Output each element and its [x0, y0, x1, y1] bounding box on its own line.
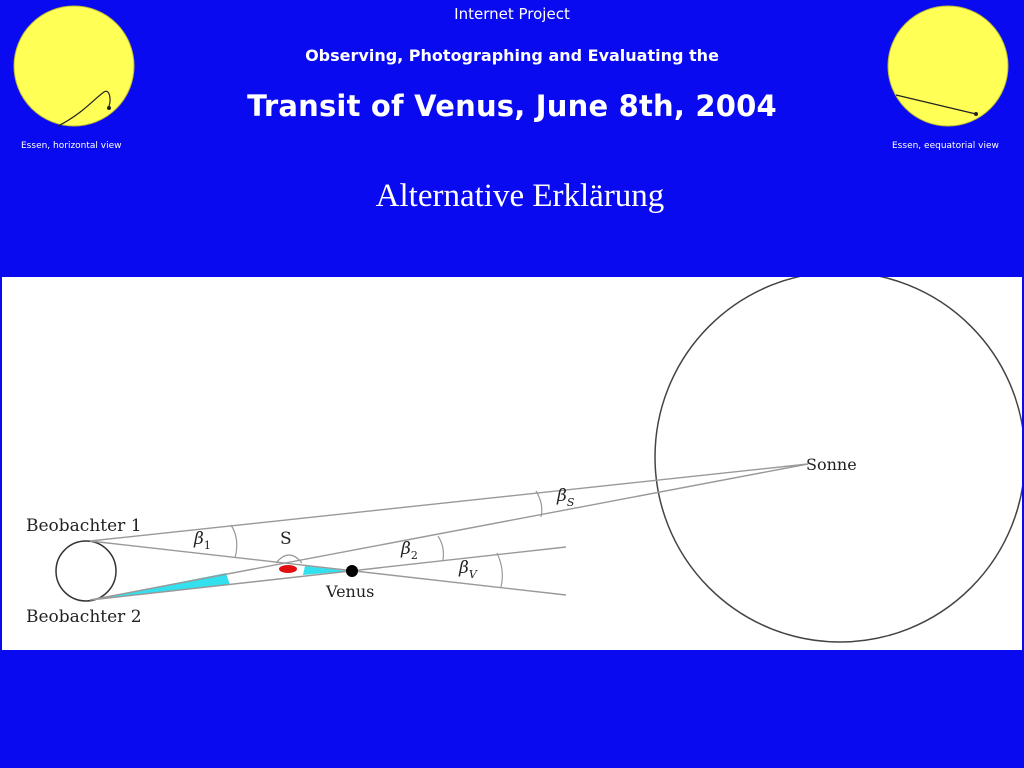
betaV-subscript: V: [468, 568, 477, 581]
left-image-caption: Essen, horizontal view: [21, 141, 122, 151]
beta2-symbol: β: [401, 539, 411, 559]
sun-label: Sonne: [806, 455, 857, 474]
beta1-symbol: β: [194, 529, 204, 549]
s-red-marker: [279, 565, 297, 573]
banner-subtitle: Observing, Photographing and Evaluating the: [305, 46, 719, 65]
arc-betaS: [536, 491, 542, 517]
venus-label: Venus: [326, 582, 375, 601]
beta1-label: [193, 529, 211, 552]
arc-betaV: [497, 553, 502, 587]
observer-2-label: Beobachter 2: [26, 607, 142, 627]
observer-1-label: Beobachter 1: [26, 516, 142, 536]
betaS-subscript: S: [566, 496, 575, 509]
betaS-symbol: β: [557, 486, 567, 506]
beta2-subscript: 2: [410, 549, 418, 562]
s-label: S: [280, 529, 292, 549]
venus-dot: [346, 565, 358, 577]
earth-circle: [56, 541, 116, 601]
betaV-symbol: β: [459, 558, 469, 578]
project-label: Internet Project: [454, 5, 570, 23]
arc-beta2: [438, 536, 443, 560]
arc-beta1: [231, 525, 237, 558]
betaV-label: [458, 558, 478, 581]
slide-title: Alternative Erklärung: [375, 178, 665, 214]
beta2-label: [400, 539, 418, 562]
transit-diagram: [2, 277, 1022, 650]
beta1-subscript: 1: [203, 539, 211, 552]
banner-title: Transit of Venus, June 8th, 2004: [247, 89, 777, 123]
right-image-caption: Essen, eequatorial view: [892, 141, 999, 151]
